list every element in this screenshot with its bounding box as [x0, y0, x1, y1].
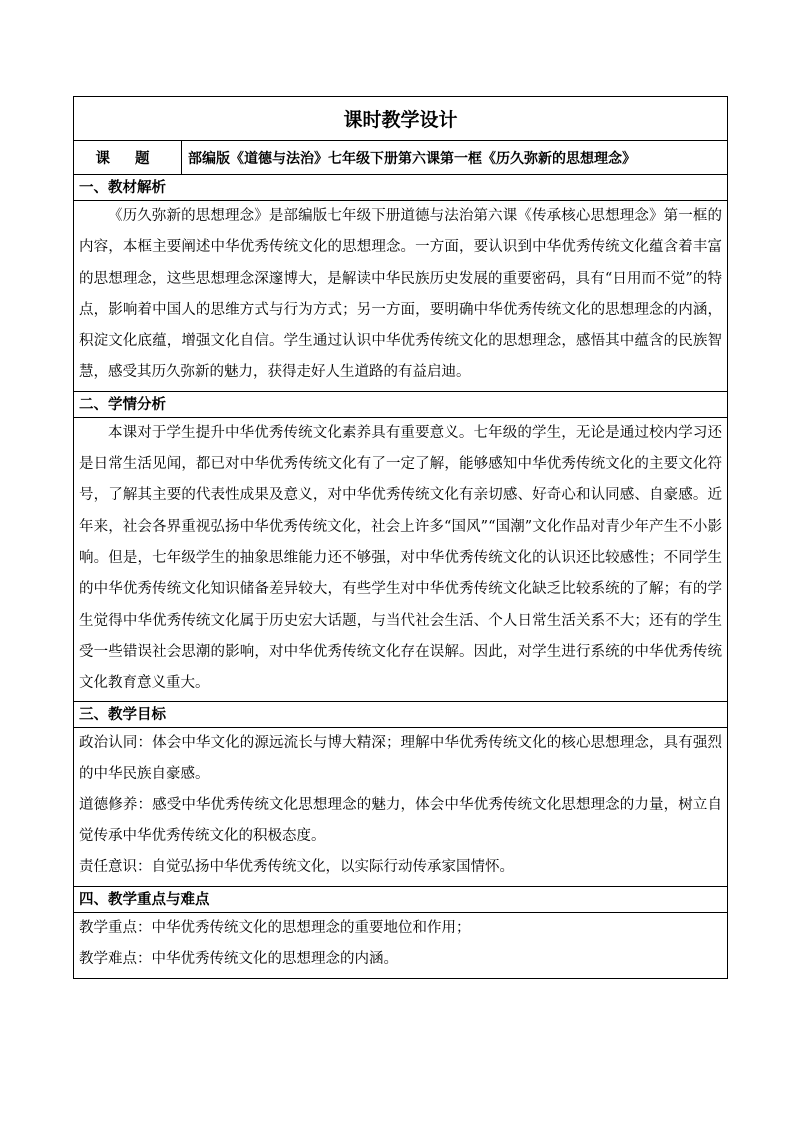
section-2-heading-row [74, 391, 728, 417]
learner-analysis-paragraph: 本课对于学生提升中华优秀传统文化素养具有重要意义。七年级的学生，无论是通过校内学习还是日常生活见闻，都已对中华优秀传统文化有了一定了解，能够感知中华优秀传统文化的主要文化符号，了解其主要的代表性成果及意义，对中华优秀传统文化有亲切感、好奇心和认同感、自豪感。近年来，社会各界重视弘扬中华优秀传统文化，社会上许多“国风”“国潮”文化作品对青少年产生不小影响。但是，七年级学生的抽象思维能力还不够强，对中华优秀传统文化的认识还比较感性；不同学生的中华优秀传统文化知识储备差异较大，有些学生对中华优秀传统文化缺乏比较系统的了解；有的学生觉得中华优秀传统文化属于历史宏大话题，与当代社会生活、个人日常生活关系不大；还有的学生受一些错误社会思潮的影响，对中华优秀传统文化存在误解。因此，对学生进行系统的中华优秀传统文化教育意义重大。 [79, 424, 722, 692]
section-1-body [74, 201, 728, 392]
section-3-heading-row [74, 702, 728, 728]
title-row [74, 97, 728, 141]
goal-political-identity: 政治认同：体会中华文化的源远流长与博大精深；理解中华优秀传统文化的核心思想理念，具有强烈的中华民族自豪感。 [79, 735, 722, 783]
goal-moral-cultivation: 道德修养：感受中华优秀传统文化思想理念的魅力，体会中华优秀传统文化思想理念的力量，树立自觉传承中华优秀传统文化的积极态度。 [79, 797, 722, 845]
topic-value: 部编版《道德与法治》七年级下册第六课第一框《历久弥新的思想理念》 [182, 141, 728, 175]
lesson-design-document [73, 96, 728, 979]
teaching-difficult-point: 教学难点：中华优秀传统文化的思想理念的内涵。 [79, 951, 398, 968]
section-1-body-row [74, 201, 728, 392]
goal-sense-of-responsibility: 责任意识：自觉弘扬中华优秀传统文化，以实际行动传承家国情怀。 [79, 859, 514, 876]
section-4-body [74, 913, 728, 979]
teaching-key-point: 教学重点：中华优秀传统文化的思想理念的重要地位和作用； [79, 920, 471, 937]
section-4-body-row [74, 913, 728, 979]
topic-row [74, 141, 728, 175]
section-2-body [74, 417, 728, 702]
topic-label: 课 题 [74, 141, 182, 175]
section-3-body-row [74, 728, 728, 887]
section-2-body-row [74, 417, 728, 702]
section-1-heading-row [74, 175, 728, 201]
lesson-design-table [73, 96, 728, 979]
section-2-heading: 二、学情分析 [74, 391, 728, 417]
section-3-heading: 三、教学目标 [74, 702, 728, 728]
section-3-body [74, 728, 728, 887]
section-1-heading: 一、教材解析 [74, 175, 728, 201]
document-title: 课时教学设计 [74, 97, 728, 141]
section-4-heading-row [74, 887, 728, 913]
textbook-analysis-paragraph: 《历久弥新的思想理念》是部编版七年级下册道德与法治第六课《传承核心思想理念》第一框的内容，本框主要阐述中华优秀传统文化的思想理念。一方面，要认识到中华优秀传统文化蕴含着丰富的思想理念，这些思想理念深邃博大，是解读中华民族历史发展的重要密码，具有“日用而不觉”的特点，影响着中国人的思维方式与行为方式；另一方面，要明确中华优秀传统文化的思想理念的内涵，积淀文化底蕴，增强文化自信。学生通过认识中华优秀传统文化的思想理念，感悟其中蕴含的民族智慧，感受其历久弥新的魅力，获得走好人生道路的有益启迪。 [79, 208, 722, 381]
section-4-heading: 四、教学重点与难点 [74, 887, 728, 913]
